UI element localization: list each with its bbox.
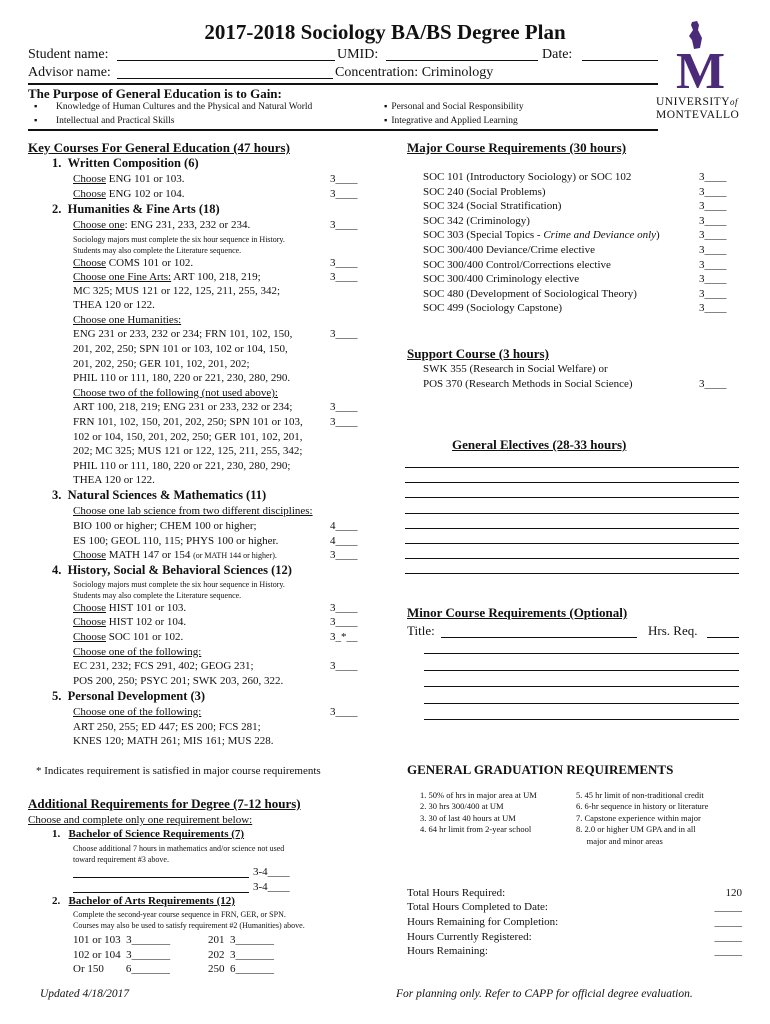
major-course-row: [423, 228, 735, 243]
elective-line[interactable]: [405, 497, 739, 498]
ba-course-row: 250 6_______: [208, 963, 274, 975]
total-required-value: 120: [725, 887, 742, 899]
ba-heading: 2. Bachelor of Arts Requirements (12): [52, 895, 235, 907]
course-line: Choose one lab science from two different disciplines:: [73, 505, 313, 517]
total-completed-value[interactable]: _____: [714, 901, 742, 913]
note-text: Courses may also be used to satisfy requirement #2 (Humanities) above.: [73, 921, 305, 930]
hours-blank[interactable]: 3____: [330, 219, 358, 231]
bs-heading: 1. Bachelor of Science Requirements (7): [52, 828, 245, 840]
additional-requirements-heading: Additional Requirements for Degree (7-12 hours): [28, 796, 301, 811]
course-line: Choose COMS 101 or 102.: [73, 257, 194, 269]
major-course-italic: Crime and Deviance only: [543, 229, 657, 242]
header-divider: [28, 83, 658, 85]
course-line: EC 231, 232; FCS 291, 402; GEOG 231;: [73, 660, 254, 672]
elective-line[interactable]: [405, 558, 739, 559]
hours-blank[interactable]: 3____: [330, 616, 358, 628]
major-course-name: SOC 303 (Special Topics -: [423, 229, 544, 242]
note-text: Choose additional 7 hours in mathematics and/or science not used: [73, 844, 285, 853]
umid-label: UMID:: [337, 47, 379, 62]
course-line: Choose one Humanities:: [73, 314, 182, 326]
minor-line[interactable]: [424, 719, 739, 720]
concentration-label: Concentration: Criminology: [335, 65, 494, 80]
hours-blank[interactable]: 3____: [330, 416, 358, 428]
hours-remaining-completion-value[interactable]: _____: [714, 916, 742, 928]
graduation-item: 3. 30 of last 40 hours at UM: [420, 813, 516, 823]
course-line: ENG 231 or 233, 232 or 234; FRN 101, 102, 150,: [73, 328, 293, 340]
page-title: 2017-2018 Sociology BA/BS Degree Plan: [204, 20, 566, 44]
support-line: SWK 355 (Research in Social Welfare) or: [423, 363, 608, 375]
student-name-label: Student name:: [28, 47, 109, 62]
elective-line[interactable]: [405, 482, 739, 483]
course-line: PHIL 110 or 111, 180, 220 or 221, 230, 280, 290;: [73, 460, 291, 472]
hours-blank[interactable]: 3-4____: [253, 866, 290, 878]
major-course-name: SOC 300/400 Control/Corrections elective: [423, 258, 611, 271]
course-line: Choose SOC 101 or 102.: [73, 631, 184, 643]
minor-heading: Minor Course Requirements (Optional): [407, 605, 628, 620]
graduation-item: 2. 30 hrs 300/400 at UM: [420, 801, 504, 811]
course-line: Choose one Fine Arts: ART 100, 218, 219;: [73, 271, 261, 283]
ba-course-row: 101 or 103 3_______: [73, 934, 171, 946]
hours-blank[interactable]: 3____: [699, 171, 727, 183]
course-line: Choose ENG 101 or 103.: [73, 173, 185, 185]
purpose-item: ▪ Integrative and Applied Learning: [384, 116, 518, 126]
major-course-row: [423, 185, 735, 200]
hours-blank[interactable]: 3____: [699, 243, 727, 256]
hours-blank[interactable]: 3____: [330, 401, 358, 413]
advisor-name-label: Advisor name:: [28, 65, 111, 80]
course-line: FRN 101, 102, 150, 201, 202, 250; SPN 101 or 103,: [73, 416, 303, 428]
course-line: ES 100; GEOL 110, 115; PHYS 100 or higher.: [73, 535, 279, 547]
major-course-list: [423, 170, 735, 316]
major-course-name: SOC 480 (Development of Sociological Theory): [423, 287, 637, 300]
major-heading: Major Course Requirements (30 hours): [407, 140, 627, 155]
bs-course-field[interactable]: [73, 877, 249, 878]
course-line: 102 or 104, 150, 201, 202, 250; GER 101, 102, 201,: [73, 431, 303, 443]
hours-blank[interactable]: 3____: [330, 706, 358, 718]
course-line: Choose two of the following (not used above):: [73, 387, 278, 399]
hours-blank[interactable]: 3____: [330, 173, 358, 185]
hours-blank[interactable]: 3____: [699, 229, 727, 242]
date-field[interactable]: [582, 60, 658, 61]
hours-blank[interactable]: 3____: [699, 200, 727, 213]
course-line: ART 100, 218, 219; ENG 231 or 233, 232 or 234;: [73, 401, 293, 413]
course-line: Choose one of the following:: [73, 646, 202, 658]
concentration-value: Criminology: [421, 65, 494, 80]
section-2-heading: 2. Humanities & Fine Arts (18): [52, 202, 220, 216]
hours-remaining-value[interactable]: _____: [714, 945, 742, 957]
hours-blank[interactable]: 3____: [330, 660, 358, 672]
additional-subheading: Choose and complete only one requirement below:: [28, 814, 253, 826]
section-3-heading: 3. Natural Sciences & Mathematics (11): [52, 488, 267, 502]
course-line: BIO 100 or higher; CHEM 100 or higher;: [73, 520, 257, 532]
major-course-row: [423, 287, 735, 302]
course-line: Choose HIST 102 or 104.: [73, 616, 187, 628]
hours-blank[interactable]: 3____: [330, 271, 358, 283]
support-line: POS 370 (Research Methods in Social Science): [423, 378, 633, 390]
minor-line[interactable]: [424, 703, 739, 704]
bs-course-field[interactable]: [73, 892, 249, 893]
course-line: Choose HIST 101 or 103.: [73, 602, 187, 614]
hours-blank[interactable]: 4____: [330, 535, 358, 547]
minor-line[interactable]: [424, 653, 739, 654]
elective-line[interactable]: [405, 528, 739, 529]
course-line: 202; MC 325; MUS 121 or 122, 125, 211, 255, 342;: [73, 445, 303, 457]
major-course-row: [423, 301, 735, 316]
purpose-item: ▪ Knowledge of Human Cultures and the Physical and Natural World: [34, 102, 313, 112]
hours-blank[interactable]: 3____: [699, 287, 727, 300]
course-line: POS 200, 250; PSYC 201; SWK 203, 260, 322.: [73, 675, 284, 687]
elective-line[interactable]: [405, 573, 739, 574]
ba-course-row: 201 3_______: [208, 934, 274, 946]
major-course-name: SOC 300/400 Deviance/Crime elective: [423, 243, 595, 256]
course-line: MC 325; MUS 121 or 122, 125, 211, 255, 342;: [73, 285, 281, 297]
hours-blank[interactable]: 3____: [330, 257, 358, 269]
ba-course-row: 202 3_______: [208, 949, 274, 961]
course-line: Choose ENG 102 or 104.: [73, 188, 185, 200]
purpose-divider: [28, 129, 658, 131]
major-course-end: ): [656, 229, 660, 242]
advisor-name-field[interactable]: [117, 78, 333, 79]
purpose-heading: The Purpose of General Education is to Gain:: [28, 86, 282, 101]
hours-blank[interactable]: 3____: [699, 214, 727, 227]
major-course-name: SOC 499 (Sociology Capstone): [423, 302, 563, 315]
section-4-heading: 4. History, Social & Behavioral Sciences (12): [52, 563, 292, 577]
minor-line[interactable]: [424, 670, 739, 671]
note-text: Complete the second-year course sequence in FRN, GER, or SPN.: [73, 910, 286, 919]
section-1-heading: 1. Written Composition (6): [52, 156, 199, 170]
hours-blank[interactable]: 3____: [699, 378, 727, 390]
total-required-label: Total Hours Required:: [407, 887, 506, 899]
hours-blank[interactable]: 3____: [699, 258, 727, 271]
section-5-heading: 5. Personal Development (3): [52, 689, 206, 703]
university-logo: [656, 20, 762, 125]
major-course-name: SOC 300/400 Criminology elective: [423, 273, 580, 286]
hours-blank[interactable]: 3____: [699, 185, 727, 198]
major-course-name: SOC 240 (Social Problems): [423, 185, 546, 198]
minor-hours-label: Hrs. Req.: [648, 623, 698, 638]
graduation-heading: GENERAL GRADUATION REQUIREMENTS: [407, 762, 674, 777]
ba-course-row: Or 150 6_______: [73, 963, 170, 975]
major-course-row: [423, 199, 735, 214]
major-course-row: [423, 170, 735, 185]
major-course-name: SOC 101 (Introductory Sociology) or SOC 102: [423, 171, 632, 183]
hours-blank[interactable]: 3-4____: [253, 881, 290, 893]
course-line: Choose MATH 147 or 154 (or MATH 144 or higher).: [73, 549, 277, 561]
note-text: Sociology majors must complete the six hour sequence in History.: [73, 580, 285, 589]
minor-title-field[interactable]: [441, 637, 637, 638]
course-line: THEA 120 or 122.: [73, 474, 155, 486]
hours-blank[interactable]: 3____: [699, 302, 727, 315]
major-course-row: [423, 214, 735, 229]
hours-registered-label: Hours Currently Registered:: [407, 931, 532, 943]
minor-line[interactable]: [424, 686, 739, 687]
note-text: Students may also complete the Literature sequence.: [73, 591, 242, 600]
logo-letter: M: [676, 43, 726, 100]
planning-note: For planning only. Refer to CAPP for official degree evaluation.: [396, 988, 693, 1000]
electives-heading: General Electives (28-33 hours): [452, 437, 627, 452]
graduation-item: 4. 64 hr limit from 2-year school: [420, 824, 532, 834]
note-text: Students may also complete the Literature sequence.: [73, 246, 242, 255]
hours-remaining-label: Hours Remaining:: [407, 945, 488, 957]
hours-blank[interactable]: 3____: [330, 549, 358, 561]
support-heading: Support Course (3 hours): [407, 346, 549, 361]
hours-remaining-completion-label: Hours Remaining for Completion:: [407, 916, 559, 928]
hours-blank[interactable]: 3____: [330, 602, 358, 614]
logo-university-text: UNIVERSITYof: [656, 96, 739, 108]
course-line: KNES 120; MATH 261; MIS 161; MUS 228.: [73, 735, 274, 747]
graduation-item: 7. Capstone experience within major: [576, 813, 701, 823]
hours-blank[interactable]: 3____: [330, 188, 358, 200]
purpose-item: ▪ Personal and Social Responsibility: [384, 102, 524, 112]
umid-field[interactable]: [386, 60, 538, 61]
hours-blank[interactable]: 3____: [330, 328, 358, 340]
note-text: Sociology majors must complete the six hour sequence in History.: [73, 235, 285, 244]
asterisk-footnote: * Indicates requirement is satisfied in major course requirements: [36, 765, 321, 777]
hours-blank[interactable]: 3_*__: [330, 631, 358, 643]
note-text: toward requirement #3 above.: [73, 855, 169, 864]
total-completed-label: Total Hours Completed to Date:: [407, 901, 548, 913]
hours-blank[interactable]: 4____: [330, 520, 358, 532]
major-course-row: [423, 258, 735, 273]
major-course-name: SOC 324 (Social Stratification): [423, 200, 562, 213]
course-line: 201, 202, 250; GER 101, 102, 201, 202;: [73, 358, 250, 370]
logo-montevallo-text: MONTEVALLO: [656, 109, 740, 121]
course-line: Choose one: ENG 231, 233, 232 or 234.: [73, 219, 251, 231]
gen-ed-heading: Key Courses For General Education (47 hours): [28, 140, 290, 155]
course-line: PHIL 110 or 111, 180, 220 or 221, 230, 280, 290.: [73, 372, 291, 384]
major-course-row: [423, 243, 735, 258]
course-line: Choose one of the following:: [73, 706, 202, 718]
hours-blank[interactable]: 3____: [699, 273, 727, 286]
graduation-item: 1. 50% of hrs in major area at UM: [420, 790, 537, 800]
date-label: Date:: [542, 47, 573, 62]
elective-line[interactable]: [405, 467, 739, 468]
graduation-item: 8. 2.0 or higher UM GPA and in all: [576, 824, 696, 834]
minor-hours-field[interactable]: [707, 637, 739, 638]
elective-line[interactable]: [405, 513, 739, 514]
major-course-row: [423, 272, 735, 287]
course-line: ART 250, 255; ED 447; ES 200; FCS 281;: [73, 721, 261, 733]
ba-course-row: 102 or 104 3_______: [73, 949, 171, 961]
major-course-name: SOC 342 (Criminology): [423, 214, 530, 227]
course-line: 201, 202, 250; SPN 101 or 103, 102 or 104, 150,: [73, 343, 288, 355]
student-name-field[interactable]: [117, 60, 335, 61]
course-line: THEA 120 or 122.: [73, 299, 155, 311]
graduation-item: 6. 6-hr sequence in history or literature: [576, 801, 709, 811]
hours-registered-value[interactable]: _____: [714, 931, 742, 943]
elective-line[interactable]: [405, 543, 739, 544]
graduation-item: major and minor areas: [576, 836, 663, 846]
updated-date: Updated 4/18/2017: [40, 988, 130, 1000]
purpose-item: ▪ Intellectual and Practical Skills: [34, 116, 175, 126]
graduation-item: 5. 45 hr limit of non-traditional credit: [576, 790, 704, 800]
minor-title-label: Title:: [407, 623, 435, 638]
